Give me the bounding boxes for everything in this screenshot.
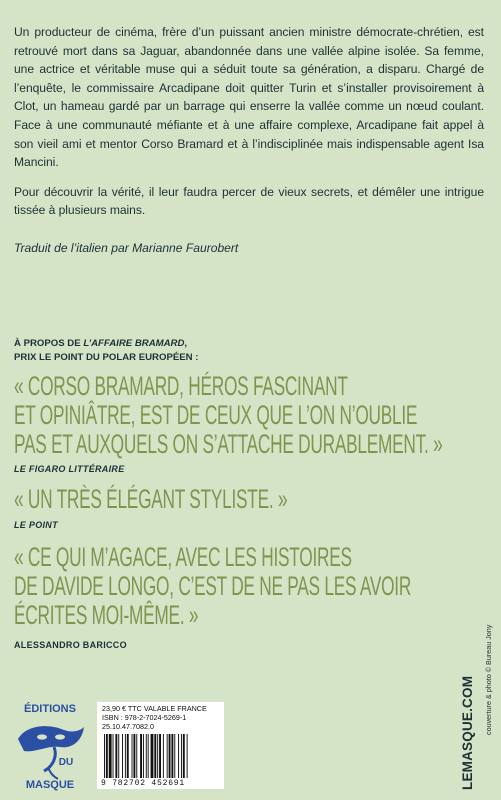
barcode-bar <box>167 734 168 778</box>
barcode-digits: 9 782702 452691 <box>101 779 186 788</box>
barcode-bar <box>169 734 171 778</box>
quote-3-line-2: DE DAVIDE LONGO, C’EST DE NE PAS LES AVOIR <box>14 571 412 601</box>
quote-1-source: LE FIGARO LITTÉRAIRE <box>14 464 125 474</box>
barcode-box <box>97 702 224 789</box>
barcode-bar <box>187 734 188 778</box>
barcode-bar <box>106 734 108 778</box>
barcode-bar <box>151 734 154 778</box>
barcode-isbn: ISBN : 978-2-7024-5269-1 <box>102 713 187 722</box>
barcode-bar <box>133 734 135 778</box>
logo-text-top: ÉDITIONS <box>24 703 76 715</box>
barcode-bar <box>125 734 126 778</box>
barcode-bar <box>148 734 149 778</box>
about-suffix: , <box>184 338 188 349</box>
barcode-bar <box>146 734 147 778</box>
quote-2 <box>14 485 488 514</box>
barcode-bar <box>122 734 123 778</box>
mask-icon <box>18 726 84 779</box>
barcode-bar <box>154 734 156 778</box>
barcode-bar <box>132 734 133 778</box>
barcode-bar <box>178 734 179 778</box>
barcode-bar <box>171 734 173 778</box>
about-prize: PRIX LE POINT DU POLAR EUROPÉEN : <box>14 352 199 363</box>
logo-text-bottom: MASQUE <box>25 779 75 791</box>
quote-1-line-2: ET OPINIÂTRE, EST DE CEUX QUE L’ON N’OUBLIE <box>14 400 418 430</box>
publisher-logo <box>14 697 86 792</box>
quote-1 <box>14 372 488 459</box>
barcode-bar <box>163 734 164 778</box>
barcode-bar <box>104 734 105 778</box>
barcode-price: 23,90 € TTC VALABLE FRANCE <box>102 704 207 713</box>
quote-1-line-3: PAS ET AUXQUELS ON S’ATTACHE DURABLEMENT. » <box>14 429 443 459</box>
quote-1-line-1: « CORSO BRAMARD, HÉROS FASCINANT <box>14 371 348 401</box>
barcode-bar <box>159 734 161 778</box>
cover-credit: couverture & photo © Bureau Jony <box>484 624 493 735</box>
about-book-title: L’AFFAIRE BRAMARD <box>83 338 185 349</box>
barcode-bar <box>127 734 129 778</box>
barcode-bar <box>157 734 158 778</box>
barcode-bar <box>115 734 117 778</box>
quote-2-line-1: « UN TRÈS ÉLÉGANT STYLISTE. » <box>14 484 288 514</box>
logo-text-mid: DU <box>58 757 74 768</box>
blurb-paragraph-1: Un producteur de cinéma, frère d’un puissant ancien ministre démocrate-chrétien, est retrouvé mort dans sa Jaguar, abandonnée dans une vallée alpine isolée. Sa femme, une actrice et véritable muse qui a séduit toute sa génération, a disparu. Chargé de l’enquête, le commissaire Arcadipane doit quitter Turin et s’installer provisoirement à Clot, un hameau gardé par un barrage qui enserre la vallée comme un nœud coulant. Face à une communauté méfiante et à une affaire complexe, Arcadipane fait appel à son vieil ami et mentor Corso Bramard et à l’indisciplinée mais indispensable agent Isa Mancini. <box>14 25 484 170</box>
barcode-bar <box>181 734 182 778</box>
barcode-bar <box>136 734 137 778</box>
back-cover-blurb <box>14 23 484 231</box>
translator-credit: Traduit de l’italien par Marianne Faurobert <box>14 241 239 255</box>
barcode-bar <box>109 734 112 778</box>
publisher-logo-graphic <box>14 697 86 792</box>
quote-3 <box>14 543 488 630</box>
barcode-bar <box>183 734 185 778</box>
barcode-bar <box>140 734 142 778</box>
barcode-bar <box>143 734 144 778</box>
quote-3-line-1: « CE QUI M’AGACE, AVEC LES HISTOIRES <box>14 542 352 572</box>
barcode-code: 25.10.47.7082.0 <box>102 722 154 731</box>
quote-2-source: LE POINT <box>14 520 58 530</box>
blurb-paragraph-2: Pour découvrir la vérité, il leur faudra percer de vieux secrets, et démêler une intrigue tissée à plusieurs mains. <box>14 184 484 218</box>
barcode-graphic <box>102 734 220 778</box>
barcode-bar <box>118 734 119 778</box>
about-heading <box>14 337 484 365</box>
barcode-bar <box>174 734 175 778</box>
quote-3-line-3: ÉCRITES MOI-MÊME. » <box>14 600 199 630</box>
publisher-website: LEMASQUE.COM <box>460 675 475 790</box>
about-prefix: À PROPOS DE <box>14 338 84 349</box>
quote-3-source: ALESSANDRO BARICCO <box>14 640 127 650</box>
barcode-bar <box>113 734 114 778</box>
